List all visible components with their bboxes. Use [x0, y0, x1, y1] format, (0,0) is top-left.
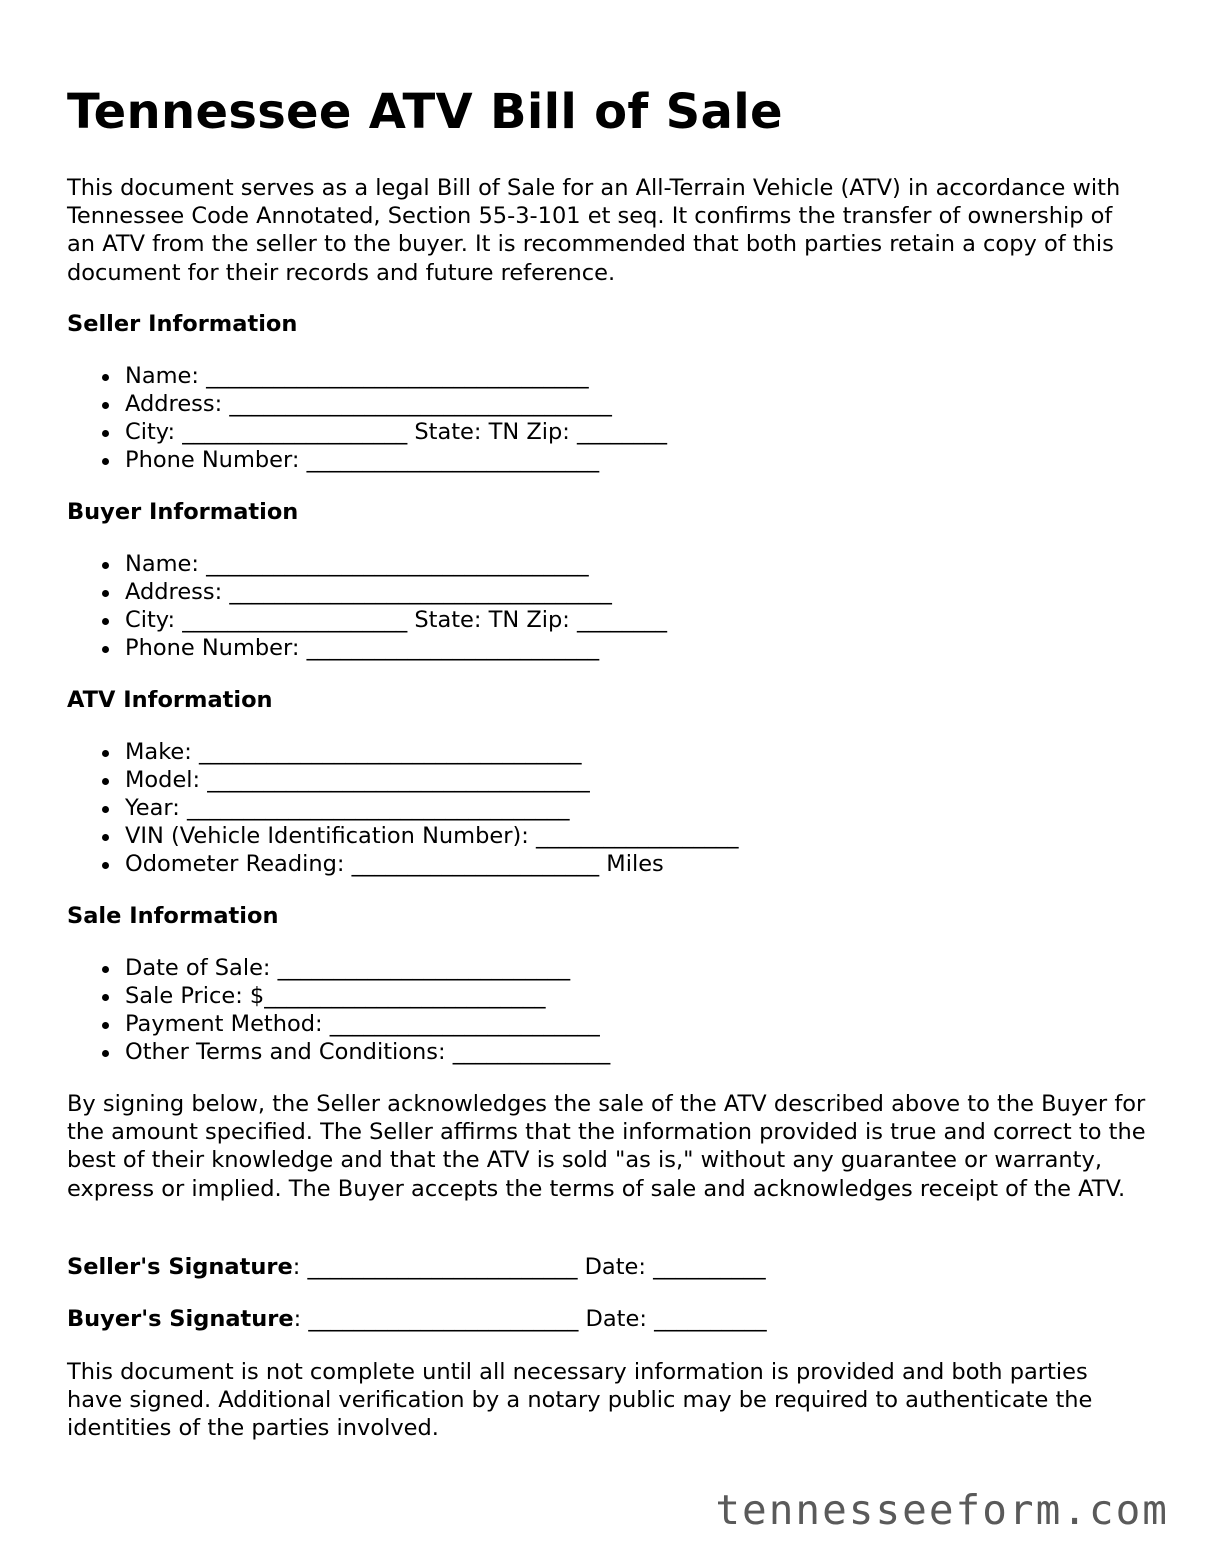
seller-signature-label: Seller's Signature	[67, 1254, 293, 1280]
other-terms-field[interactable]: Other Terms and Conditions: ______________	[67, 1038, 610, 1066]
sale-fields	[67, 954, 610, 1066]
atv-year-field[interactable]: Year: __________________________________	[67, 794, 738, 822]
seller-signature-line[interactable]	[67, 1254, 766, 1280]
sale-date-field[interactable]: Date of Sale: __________________________	[67, 954, 610, 982]
seller-name-field[interactable]: Name: __________________________________	[67, 362, 667, 390]
atv-vin-field[interactable]: VIN (Vehicle Identification Number): __________________	[67, 822, 738, 850]
buyer-address-field[interactable]: Address: __________________________________	[67, 578, 667, 606]
atv-fields	[67, 738, 738, 878]
buyer-heading: Buyer Information	[67, 499, 299, 525]
seller-signature-blank[interactable]: : ________________________ Date: __________	[292, 1254, 766, 1280]
sale-heading: Sale Information	[67, 903, 279, 929]
buyer-city-field[interactable]: City: ____________________ State: TN Zip: ________	[67, 606, 667, 634]
seller-city-field[interactable]: City: ____________________ State: TN Zip: ________	[67, 418, 667, 446]
atv-model-field[interactable]: Model: __________________________________	[67, 766, 738, 794]
buyer-signature-line[interactable]	[67, 1306, 767, 1332]
seller-address-field[interactable]: Address: __________________________________	[67, 390, 667, 418]
buyer-signature-label: Buyer's Signature	[67, 1306, 294, 1332]
seller-phone-field[interactable]: Phone Number: __________________________	[67, 446, 667, 474]
payment-method-field[interactable]: Payment Method: ________________________	[67, 1010, 610, 1038]
closing-paragraph: This document is not complete until all necessary information is provided and both parties have signed. Additional verification by a notary public may be required to authenticate the identities of the parties involved.	[67, 1359, 1093, 1442]
seller-fields	[67, 362, 667, 474]
atv-make-field[interactable]: Make: __________________________________	[67, 738, 738, 766]
document-title: Tennessee ATV Bill of Sale	[67, 84, 783, 140]
buyer-signature-blank[interactable]: : ________________________ Date: __________	[293, 1306, 767, 1332]
seller-heading: Seller Information	[67, 311, 298, 337]
atv-odometer-field[interactable]: Odometer Reading: ______________________ Miles	[67, 850, 738, 878]
buyer-phone-field[interactable]: Phone Number: __________________________	[67, 634, 667, 662]
atv-heading: ATV Information	[67, 687, 273, 713]
site-watermark: tennesseeform.com	[715, 1486, 1169, 1534]
sale-price-field[interactable]: Sale Price: $_________________________	[67, 982, 610, 1010]
acknowledgment-paragraph: By signing below, the Seller acknowledges the sale of the ATV described above to the Buyer for the amount specified. The Seller affirms that the information provided is true and correct to the best of their knowledge and that the ATV is sold "as is," without any guarantee or warranty, express or implied. The Buyer accepts the terms of sale and acknowledges receipt of the ATV.	[67, 1091, 1146, 1202]
intro-paragraph: This document serves as a legal Bill of Sale for an All-Terrain Vehicle (ATV) in accordance with Tennessee Code Annotated, Section 55-3-101 et seq. It confirms the transfer of ownership of an ATV from the seller to the buyer. It is recommended that both parties retain a copy of this document for their records and future reference.	[67, 175, 1121, 286]
buyer-fields	[67, 550, 667, 662]
buyer-name-field[interactable]: Name: __________________________________	[67, 550, 667, 578]
